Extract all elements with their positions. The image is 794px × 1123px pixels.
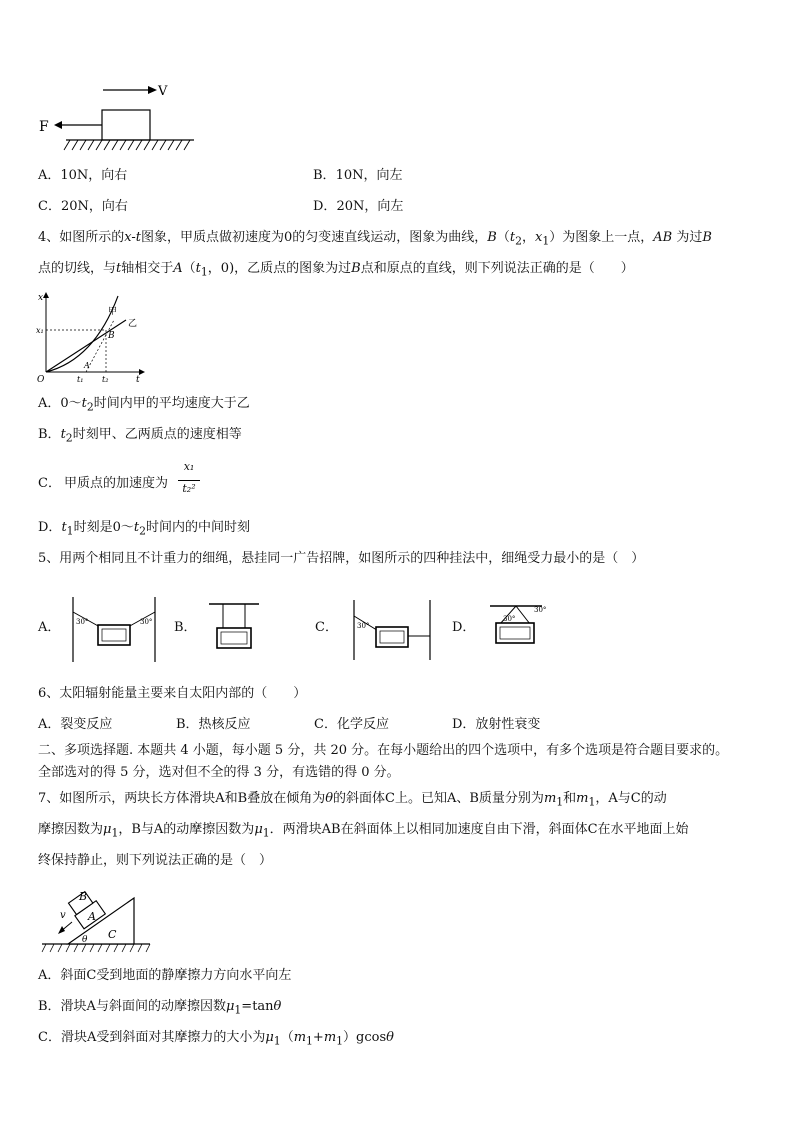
t1-label: t₁ (77, 375, 84, 384)
theta-label: θ (82, 935, 88, 945)
q5-stem: 5、用两个相同且不计重力的细绳，悬挂同一广告招牌，如图所示的四种挂法中，细绳受力最小的是（ ） (38, 551, 645, 566)
velocity-label: V (158, 84, 168, 99)
q4-option-b: B．$t_2$时刻甲、乙两质点的速度相等 (38, 427, 242, 445)
q3-option-b: B．10N，向左 (313, 168, 403, 183)
angle-label: 30° (534, 606, 547, 614)
section2-heading-line1: 二、多项选择题. 本题共 4 小题，每小题 5 分，共 20 分。在每小题给出的四个选项中，有多个选项是符合题目要求的。 (38, 743, 729, 758)
x-axis-label: x (38, 293, 44, 303)
q5-figure-b (205, 598, 265, 658)
incline-c-label: C (108, 928, 117, 941)
section2-heading-line2: 全部选对的得 5 分，选对但不全的得 3 分，有选错的得 0 分。 (38, 765, 400, 780)
q7-stem-line3: 终保持静止，则下列说法正确的是（ ） (38, 853, 273, 868)
t-axis-label: t (136, 375, 140, 385)
point-a-label: A (84, 361, 90, 370)
angle-label: 30° (357, 622, 370, 630)
q4-option-d: D．$t_1$时刻是$0\sim t_2$时间内的中间时刻 (38, 520, 250, 538)
q7-stem-line2: 摩擦因数为$\mu_1$，B与A的动摩擦因数为$\mu_1$．两滑块AB在斜面体上以相同加速度自由下滑，斜面体C在水平地面上始 (38, 822, 689, 840)
q6-option-a: A．裂变反应 (38, 717, 113, 732)
q5-label-c: C． (315, 620, 338, 635)
q5-label-d: D． (452, 620, 476, 635)
q3-option-c: C．20N，向右 (38, 199, 128, 214)
yi-label: 乙 (128, 319, 138, 329)
q5-figure-a (70, 592, 162, 664)
q7-option-a: A．斜面C受到地面的静摩擦力方向水平向左 (38, 968, 292, 983)
point-b-label: B (108, 331, 115, 341)
q4-stem-line2: 点的切线，与t轴相交于$A(t_1$，0)，乙质点的图象为过B点和原点的直线，则下列说法正确的是（ ） (38, 261, 634, 279)
force-label: F (39, 119, 49, 135)
q6-option-d: D．放射性衰变 (452, 717, 541, 732)
q5-figure-c (350, 598, 435, 662)
angle-label: 30° (503, 615, 516, 623)
q6-option-c: C．化学反应 (314, 717, 389, 732)
q6-stem: 6、太阳辐射能量主要来自太阳内部的（ ） (38, 686, 307, 701)
q4-xt-graph (34, 290, 149, 385)
q7-stem-line1: 7、如图所示，两块长方体滑块A和B叠放在倾角为θ的斜面体C上。已知A、B质量分别为$m_1$和$m_1$，A与C的动 (38, 791, 667, 809)
q5-label-a: A． (38, 620, 61, 635)
q7-option-b: B．滑块A与斜面间的动摩擦因数$\mu_1=\tan\theta$ (38, 999, 282, 1017)
q3-block-figure (36, 80, 206, 155)
origin-label: O (37, 375, 45, 385)
angle-label: 30° (140, 618, 153, 626)
q3-option-d: D．20N，向左 (313, 199, 404, 214)
jia-label: 甲 (108, 307, 118, 317)
q4-option-a: A．$0\sim t_2$时间内甲的平均速度大于乙 (38, 396, 250, 414)
velocity-label: v (60, 910, 66, 921)
block-a-label: A (88, 910, 96, 923)
q7-option-c: C．滑块A受到斜面对其摩擦力的大小为$\mu_1(m_1+m_1)gcos\theta$ (38, 1030, 394, 1048)
q6-option-b: B．热核反应 (176, 717, 251, 732)
block-b-label: B (79, 890, 88, 903)
angle-label: 30° (76, 618, 89, 626)
t2-label: t₂ (102, 375, 109, 384)
q3-option-a: A．10N，向右 (38, 168, 128, 183)
q7-incline-figure (38, 880, 153, 958)
x1-label: x₁ (36, 326, 44, 335)
q4-stem-line1: 4、如图所示的x-t图象，甲质点做初速度为0的匀变速直线运动，图象为曲线，$B(t_2$，$x_1$）为图象上一点，AB 为过B (38, 230, 712, 248)
q5-label-b: B． (174, 620, 197, 635)
q5-figure-d (486, 600, 556, 652)
